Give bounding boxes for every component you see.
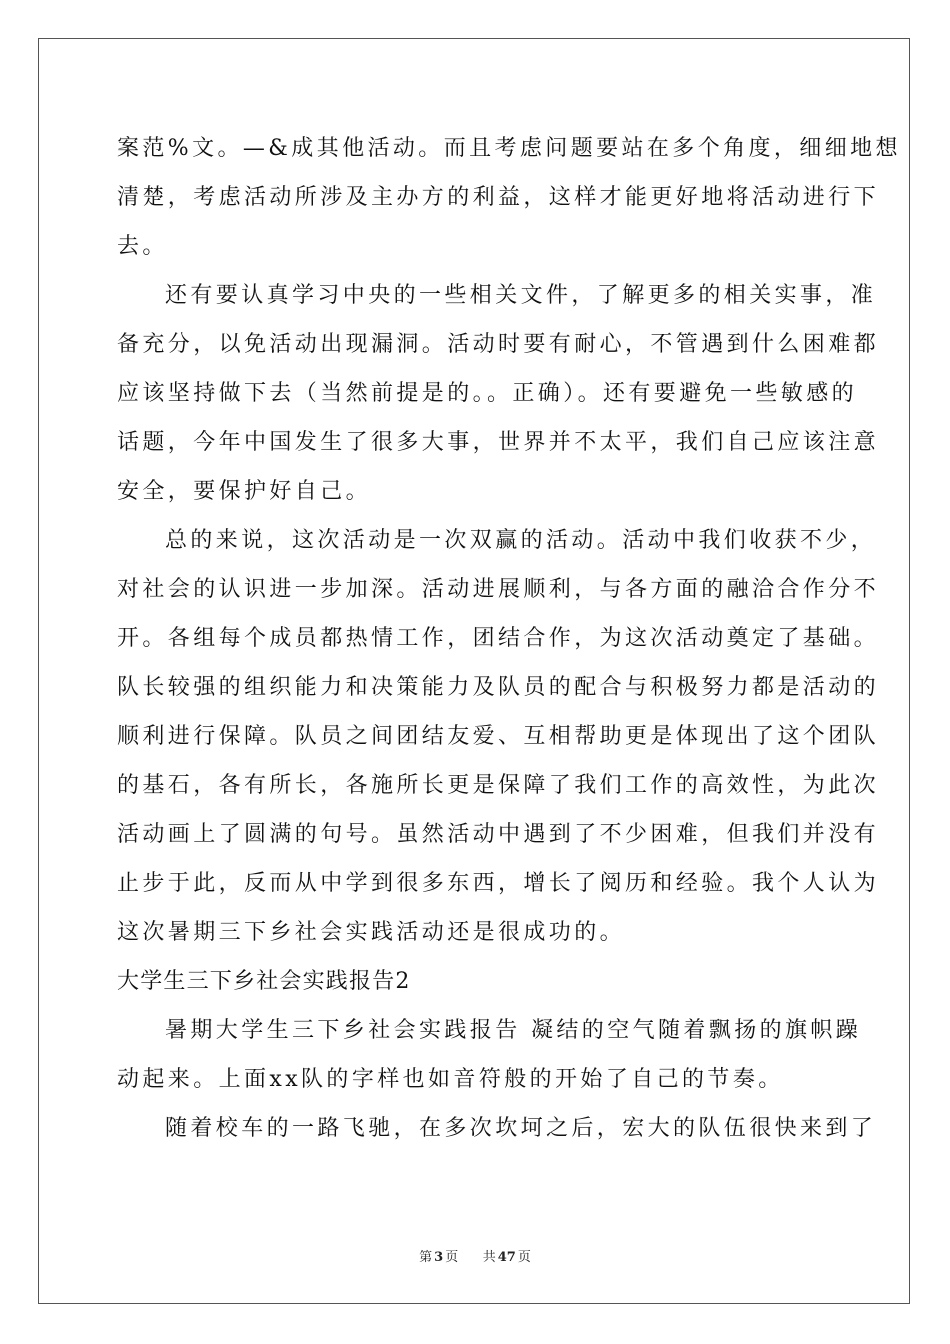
text-line: 开。各组每个成员都热情工作，团结合作，为这次活动奠定了基础。 bbox=[117, 626, 880, 651]
document-body bbox=[117, 124, 901, 1153]
section-heading: 大学生三下乡社会实践报告2 bbox=[117, 969, 411, 994]
text-line: 备充分，以免活动出现漏洞。活动时要有耐心，不管遇到什么困难都 bbox=[117, 332, 880, 357]
text-line: 总的来说，这次活动是一次双赢的活动。活动中我们收获不少， bbox=[165, 528, 877, 553]
total-suffix: 页 bbox=[517, 1250, 531, 1265]
text-line: 队长较强的组织能力和决策能力及队员的配合与积极努力都是活动的 bbox=[117, 675, 880, 700]
text-line: 安全，要保护好自己。 bbox=[117, 479, 372, 504]
page-footer bbox=[0, 1246, 950, 1265]
text-line: 这次暑期三下乡社会实践活动还是很成功的。 bbox=[117, 920, 626, 945]
page-indicator bbox=[417, 1250, 460, 1265]
text-line: 话题，今年中国发生了很多大事，世界并不太平，我们自己应该注意 bbox=[117, 430, 880, 455]
total-pages: 47 bbox=[497, 1250, 516, 1265]
text-line: 案范%文。—&成其他活动。而且考虑问题要站在多个角度，细细地想 bbox=[117, 136, 901, 161]
page-prefix: 第 bbox=[419, 1250, 433, 1265]
text-line: 活动画上了圆满的句号。虽然活动中遇到了不少困难，但我们并没有 bbox=[117, 822, 880, 847]
text-line: 还有要认真学习中央的一些相关文件，了解更多的相关实事，准 bbox=[165, 283, 877, 308]
text-line: 顺利进行保障。队员之间团结友爱、互相帮助更是体现出了这个团队 bbox=[117, 724, 880, 749]
text-line: 止步于此，反而从中学到很多东西，增长了阅历和经验。我个人认为 bbox=[117, 871, 880, 896]
text-line: 对社会的认识进一步加深。活动进展顺利，与各方面的融洽合作分不 bbox=[117, 577, 880, 602]
text-line: 清楚，考虑活动所涉及主办方的利益，这样才能更好地将活动进行下 bbox=[117, 185, 880, 210]
text-line: 应该坚持做下去（当然前提是的。。正确）。还有要避免一些敏感的 bbox=[117, 381, 858, 406]
page-suffix: 页 bbox=[445, 1250, 459, 1265]
text-line: 暑期大学生三下乡社会实践报告 凝结的空气随着飘扬的旗帜躁 bbox=[165, 1018, 862, 1043]
text-line: 随着校车的一路飞驰，在多次坎坷之后，宏大的队伍很快来到了 bbox=[165, 1116, 877, 1141]
text-line: 去。 bbox=[117, 234, 168, 259]
total-pages-indicator bbox=[481, 1250, 533, 1265]
text-line: 动起来。上面xx队的字样也如音符般的开始了自己的节奏。 bbox=[117, 1067, 784, 1092]
page-number: 3 bbox=[434, 1250, 444, 1265]
total-prefix: 共 bbox=[482, 1250, 496, 1265]
text-line: 的基石，各有所长，各施所长更是保障了我们工作的高效性，为此次 bbox=[117, 773, 880, 798]
